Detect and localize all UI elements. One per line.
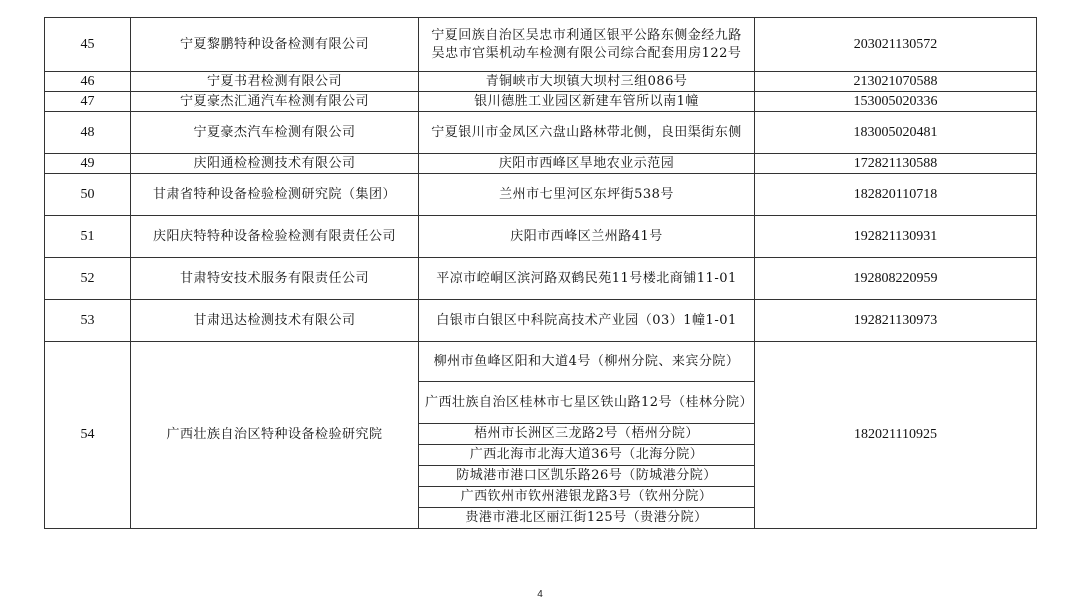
address: 平凉市崆峒区滨河路双鹤民苑11号楼北商铺11-01	[419, 258, 755, 300]
row-number: 47	[45, 92, 131, 112]
address: 防城港市港口区凯乐路26号（防城港分院）	[419, 466, 755, 487]
address: 柳州市鱼峰区阳和大道4号（柳州分院、来宾分院）	[419, 342, 755, 382]
page-number: 4	[537, 589, 543, 600]
row-number: 48	[45, 112, 131, 154]
address: 梧州市长洲区三龙路2号（梧州分院）	[419, 424, 755, 445]
address: 庆阳市西峰区兰州路41号	[419, 216, 755, 258]
certificate-number: 182820110718	[755, 174, 1037, 216]
table-row	[45, 258, 1037, 300]
address: 广西壮族自治区桂林市七星区铁山路12号（桂林分院）	[419, 382, 755, 424]
certificate-number: 213021070588	[755, 72, 1037, 92]
table-row	[45, 174, 1037, 216]
address: 庆阳市西峰区旱地农业示范园	[419, 154, 755, 174]
organization-name: 甘肃迅达检测技术有限公司	[131, 300, 419, 342]
row-number: 51	[45, 216, 131, 258]
organization-name: 庆阳通检检测技术有限公司	[131, 154, 419, 174]
organization-name: 宁夏书君检测有限公司	[131, 72, 419, 92]
table-row	[45, 92, 1037, 112]
organization-name: 甘肃特安技术服务有限责任公司	[131, 258, 419, 300]
address: 宁夏回族自治区吴忠市利通区银平公路东侧金经九路吴忠市官渠机动车检测有限公司综合配套用房122号	[419, 18, 755, 72]
address: 兰州市七里河区东坪街538号	[419, 174, 755, 216]
row-number: 45	[45, 18, 131, 72]
certificate-number: 172821130588	[755, 154, 1037, 174]
certificate-number: 203021130572	[755, 18, 1037, 72]
row-number: 53	[45, 300, 131, 342]
row-number: 54	[45, 342, 131, 529]
certificate-number: 153005020336	[755, 92, 1037, 112]
certificate-number: 183005020481	[755, 112, 1037, 154]
certificate-number: 192821130931	[755, 216, 1037, 258]
address: 银川德胜工业园区新建车管所以南1幢	[419, 92, 755, 112]
certificate-number: 182021110925	[755, 342, 1037, 529]
address: 广西钦州市钦州港银龙路3号（钦州分院）	[419, 487, 755, 508]
table-row	[45, 154, 1037, 174]
table-row	[45, 342, 1037, 382]
address: 广西北海市北海大道36号（北海分院）	[419, 445, 755, 466]
address: 白银市白银区中科院高技术产业园（03）1幢1-01	[419, 300, 755, 342]
row-number: 52	[45, 258, 131, 300]
organization-name: 广西壮族自治区特种设备检验研究院	[131, 342, 419, 529]
organization-name: 甘肃省特种设备检验检测研究院（集团）	[131, 174, 419, 216]
certificate-number: 192821130973	[755, 300, 1037, 342]
address: 贵港市港北区丽江街125号（贵港分院）	[419, 508, 755, 529]
organization-name: 宁夏豪杰汇通汽车检测有限公司	[131, 92, 419, 112]
row-number: 49	[45, 154, 131, 174]
row-number: 50	[45, 174, 131, 216]
organization-name: 庆阳庆特特种设备检验检测有限责任公司	[131, 216, 419, 258]
certificate-number: 192808220959	[755, 258, 1037, 300]
table-row	[45, 112, 1037, 154]
certificate-table	[44, 17, 1037, 529]
table-row	[45, 18, 1037, 72]
table-row	[45, 300, 1037, 342]
address: 宁夏银川市金凤区六盘山路林带北侧，良田渠街东侧	[419, 112, 755, 154]
table-row	[45, 72, 1037, 92]
address: 青铜峡市大坝镇大坝村三组086号	[419, 72, 755, 92]
row-number: 46	[45, 72, 131, 92]
table-row	[45, 216, 1037, 258]
organization-name: 宁夏豪杰汽车检测有限公司	[131, 112, 419, 154]
organization-name: 宁夏黎鹏特种设备检测有限公司	[131, 18, 419, 72]
table-body	[45, 18, 1037, 529]
